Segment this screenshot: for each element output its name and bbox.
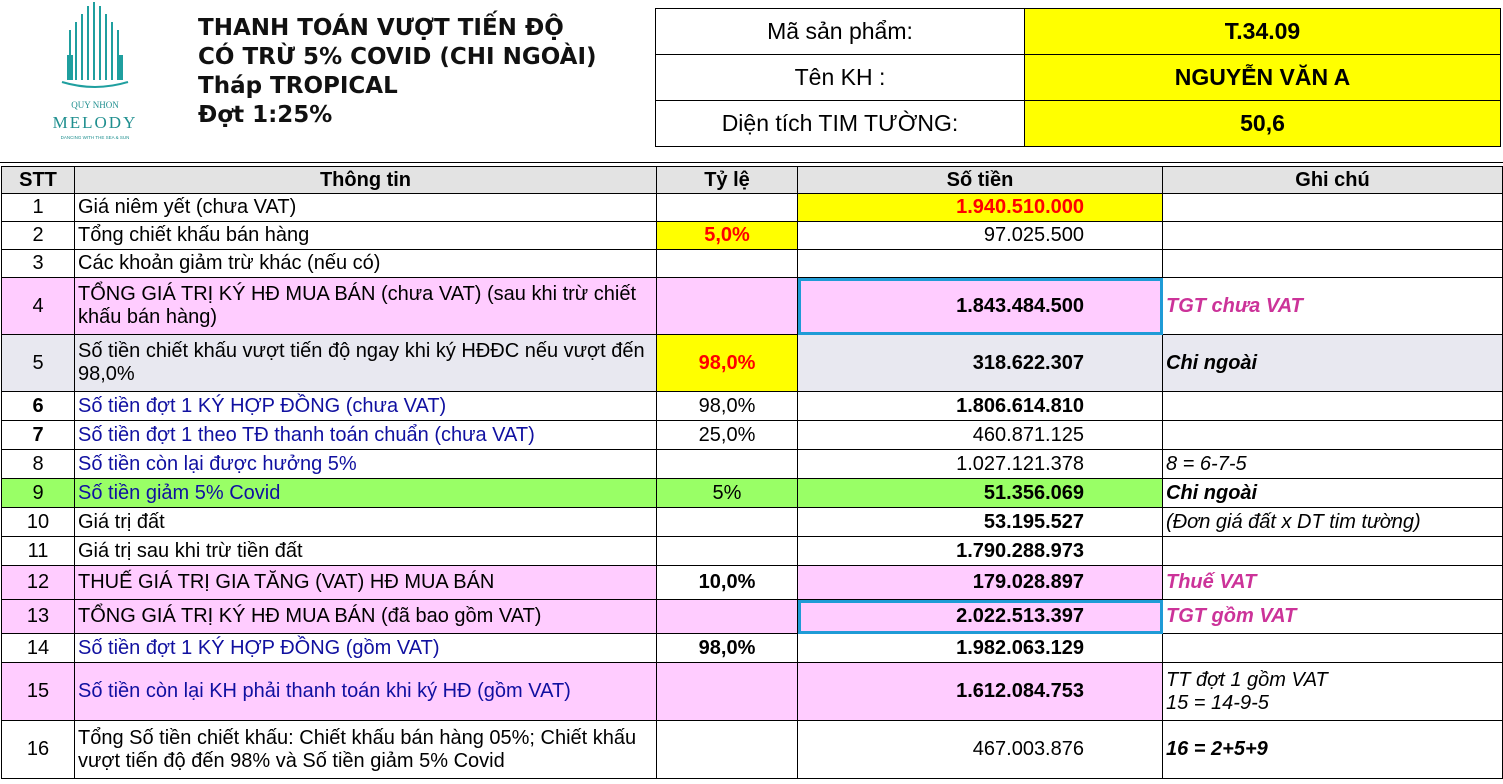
info-row-product-code: [656, 9, 1501, 55]
row-ratio[interactable]: 25,0%: [657, 421, 798, 450]
row-note: [1163, 250, 1503, 278]
row-info: Số tiền giảm 5% Covid: [75, 479, 657, 508]
row-info: TỔNG GIÁ TRỊ KÝ HĐ MUA BÁN (đã bao gồm VAT): [75, 600, 657, 634]
table-row: [2, 450, 1503, 479]
row-amount[interactable]: 1.027.121.378: [798, 450, 1163, 479]
divider: [0, 162, 1503, 163]
row-note: TGT gồm VAT: [1163, 600, 1503, 634]
table-row: [2, 537, 1503, 566]
row-ratio[interactable]: [657, 194, 798, 222]
table-row: [2, 421, 1503, 450]
row-stt: 7: [2, 421, 75, 450]
row-note: Thuế VAT: [1163, 566, 1503, 600]
row-ratio[interactable]: [657, 600, 798, 634]
row-info: Số tiền chiết khấu vượt tiến độ ngay khi ký HĐĐC nếu vượt đến 98,0%: [75, 335, 657, 392]
document-title: [198, 14, 597, 130]
row-amount[interactable]: 318.622.307: [798, 335, 1163, 392]
row-ratio[interactable]: 98,0%: [657, 335, 798, 392]
row-ratio[interactable]: [657, 537, 798, 566]
logo-line2: MELODY: [52, 113, 138, 132]
title-line-3: Tháp TROPICAL: [198, 73, 398, 99]
row-ratio[interactable]: 98,0%: [657, 634, 798, 663]
row-ratio[interactable]: [657, 278, 798, 335]
row-note: [1163, 222, 1503, 250]
row-info: Giá trị đất: [75, 508, 657, 537]
row-stt: 2: [2, 222, 75, 250]
row-note: Chi ngoài: [1163, 335, 1503, 392]
row-note: (Đơn giá đất x DT tim tường): [1163, 508, 1503, 537]
row-info: Tổng Số tiền chiết khấu: Chiết khấu bán hàng 05%; Chiết khấu vượt tiến độ đến 98% và Số tiền giảm 5% Covid: [75, 721, 657, 779]
row-note: TGT chưa VAT: [1163, 278, 1503, 335]
info-value[interactable]: T.34.09: [1025, 9, 1501, 55]
table-row: [2, 278, 1503, 335]
row-amount[interactable]: 51.356.069: [798, 479, 1163, 508]
row-info: Số tiền đợt 1 KÝ HỢP ĐỒNG (chưa VAT): [75, 392, 657, 421]
row-stt: 10: [2, 508, 75, 537]
logo-line3: DANCING WITH THE SEA & SUN: [60, 135, 130, 140]
row-note: [1163, 663, 1503, 721]
row-amount[interactable]: 1.790.288.973: [798, 537, 1163, 566]
row-info: Số tiền còn lại KH phải thanh toán khi ký HĐ (gồm VAT): [75, 663, 657, 721]
row-note: [1163, 634, 1503, 663]
row-stt: 15: [2, 663, 75, 721]
row-amount[interactable]: 1.940.510.000: [798, 194, 1163, 222]
table-row: [2, 194, 1503, 222]
row-ratio[interactable]: [657, 508, 798, 537]
row-info: Số tiền đợt 1 KÝ HỢP ĐỒNG (gồm VAT): [75, 634, 657, 663]
row-amount[interactable]: 1.806.614.810: [798, 392, 1163, 421]
title-line-4: Đợt 1:25%: [198, 102, 333, 128]
row-info: Giá niêm yết (chưa VAT): [75, 194, 657, 222]
row-amount[interactable]: 467.003.876: [798, 721, 1163, 779]
row-stt: 8: [2, 450, 75, 479]
row-ratio[interactable]: 5,0%: [657, 222, 798, 250]
info-value[interactable]: 50,6: [1025, 101, 1501, 147]
row-info: Số tiền đợt 1 theo TĐ thanh toán chuẩn (chưa VAT): [75, 421, 657, 450]
row-amount[interactable]: 1.612.084.753: [798, 663, 1163, 721]
row-amount[interactable]: 1.843.484.500: [798, 278, 1163, 335]
payment-table: [1, 166, 1503, 779]
table-row: [2, 479, 1503, 508]
table-row: [2, 634, 1503, 663]
header-row: [2, 167, 1503, 194]
row-note: [1163, 537, 1503, 566]
row-info: Giá trị sau khi trừ tiền đất: [75, 537, 657, 566]
row-note: [1163, 421, 1503, 450]
row-stt: 12: [2, 566, 75, 600]
header-info: Thông tin: [75, 167, 657, 194]
row-amount[interactable]: 179.028.897: [798, 566, 1163, 600]
row-stt: 5: [2, 335, 75, 392]
info-row-customer: [656, 55, 1501, 101]
logo-line1: QUY NHON: [71, 100, 119, 110]
info-label: Mã sản phẩm:: [656, 9, 1025, 55]
row-amount[interactable]: 2.022.513.397: [798, 600, 1163, 634]
header-note: Ghi chú: [1163, 167, 1503, 194]
note-line-1: TT đợt 1 gồm VAT: [1166, 668, 1328, 691]
row-note: 8 = 6-7-5: [1163, 450, 1503, 479]
row-note: Chi ngoài: [1163, 479, 1503, 508]
title-line-1: THANH TOÁN VƯỢT TIẾN ĐỘ: [198, 15, 564, 41]
header-stt: STT: [2, 167, 75, 194]
row-ratio[interactable]: [657, 450, 798, 479]
row-stt: 13: [2, 600, 75, 634]
info-value[interactable]: NGUYỄN VĂN A: [1025, 55, 1501, 101]
info-row-area: [656, 101, 1501, 147]
row-info: Số tiền còn lại được hưởng 5%: [75, 450, 657, 479]
table-row: [2, 392, 1503, 421]
row-stt: 1: [2, 194, 75, 222]
row-stt: 14: [2, 634, 75, 663]
row-ratio[interactable]: 98,0%: [657, 392, 798, 421]
row-note: [1163, 392, 1503, 421]
row-info: THUẾ GIÁ TRỊ GIA TĂNG (VAT) HĐ MUA BÁN: [75, 566, 657, 600]
title-line-2: CÓ TRỪ 5% COVID (CHI NGOÀI): [198, 44, 597, 70]
row-stt: 4: [2, 278, 75, 335]
table-row: [2, 663, 1503, 721]
row-stt: 9: [2, 479, 75, 508]
row-amount[interactable]: 53.195.527: [798, 508, 1163, 537]
row-ratio[interactable]: 5%: [657, 479, 798, 508]
row-info: TỔNG GIÁ TRỊ KÝ HĐ MUA BÁN (chưa VAT) (sau khi trừ chiết khấu bán hàng): [75, 278, 657, 335]
table-row: [2, 600, 1503, 634]
table-row: [2, 335, 1503, 392]
row-note: [1163, 194, 1503, 222]
table-row: [2, 566, 1503, 600]
row-stt: 6: [2, 392, 75, 421]
info-label: Diện tích TIM TƯỜNG:: [656, 101, 1025, 147]
info-label: Tên KH :: [656, 55, 1025, 101]
row-stt: 16: [2, 721, 75, 779]
table-row: [2, 250, 1503, 278]
product-info-table: [655, 8, 1501, 147]
row-ratio[interactable]: 10,0%: [657, 566, 798, 600]
row-ratio[interactable]: [657, 663, 798, 721]
table-row: [2, 508, 1503, 537]
header-amount: Số tiền: [798, 167, 1163, 194]
row-amount[interactable]: [798, 250, 1163, 278]
row-amount[interactable]: 460.871.125: [798, 421, 1163, 450]
note-line-2: 15 = 14-9-5: [1166, 691, 1269, 714]
row-stt: 3: [2, 250, 75, 278]
row-ratio[interactable]: [657, 721, 798, 779]
row-ratio[interactable]: [657, 250, 798, 278]
row-amount[interactable]: 97.025.500: [798, 222, 1163, 250]
table-row: [2, 222, 1503, 250]
row-note: 16 = 2+5+9: [1163, 721, 1503, 779]
row-stt: 11: [2, 537, 75, 566]
row-info: Tổng chiết khấu bán hàng: [75, 222, 657, 250]
melody-logo: [40, 0, 150, 150]
row-info: Các khoản giảm trừ khác (nếu có): [75, 250, 657, 278]
header-ratio: Tỷ lệ: [657, 167, 798, 194]
table-row: [2, 721, 1503, 779]
row-amount[interactable]: 1.982.063.129: [798, 634, 1163, 663]
